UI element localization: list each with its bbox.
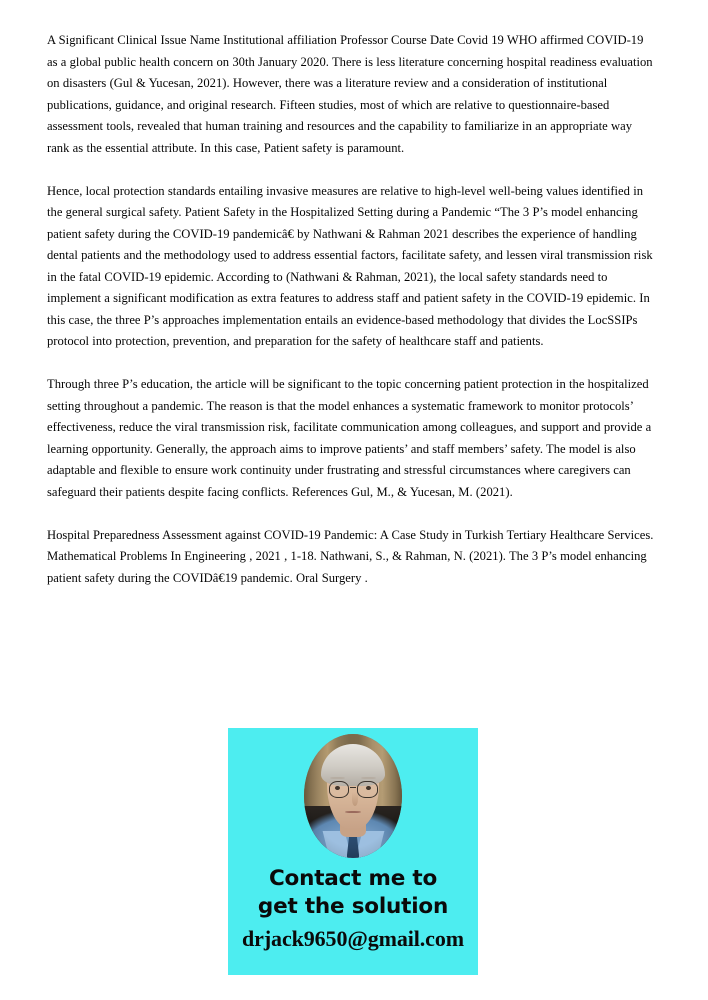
document-body [47,30,657,589]
photo-vignette [304,734,402,858]
promo-headline [228,865,478,921]
contact-promo-card[interactable] [228,728,478,975]
paragraph-references: Hospital Preparedness Assessment against COVID-19 Pandemic: A Case Study in Turkish Tertiary Healthcare Services. Mathematical Problems In Engineering , 2021 , 1-18. Nathwani, S., & Rahman, N. (2021). The 3 P’s model enhancing patient safety during the COVIDâ€19 pandemic. Oral Surgery . [47,527,654,585]
promo-headline-line-1: Contact me to [268,866,438,891]
portrait-photo [304,734,402,858]
promo-email-address[interactable]: drjack9650@gmail.com [242,926,464,951]
portrait-photo-frame [304,734,402,858]
paragraph-significance: Through three P’s education, the article will be significant to the topic concerning patient protection in the hospitalized setting throughout a pandemic. The reason is that the model enhances a systematic framework to monitor protocols’ effectiveness, reduce the viral transmission risk, facilitate communication among colleagues, and support and provide a learning opportunity. Generally, the approach aims to improve patients’ and staff members’ safety. The model is also adaptable and flexible to ensure work continuity under frustrating and stressful circumstances where caregivers can safeguard their patients despite facing conflicts. References Gul, M., & Yucesan, M. (2021). [47,377,652,499]
promo-headline-line-2: get the solution [257,894,449,919]
paragraph-patient-safety: Hence, local protection standards entailing invasive measures are relative to high-level well-being values identified in the general surgical safety. Patient Safety in the Hospitalized Setting during a Pandemic “The 3 P’s model enhancing patient safety during the COVID-19 pandemicâ€ by Nathwani & Rahman 2021 describes the experience of handling dental patients and the methodology used to address essential factors, facilitate safety, and lessen viral transmission risk in the fatal COVID-19 epidemic. According to (Nathwani & Rahman, 2021), the local safety standards need to implement a significant modification as extra features to address staff and patient safety in the COVID-19 epidemic. In this case, the three P’s approaches implementation entails an evidence-based methodology that divides the LocSSIPs protocol into protection, prevention, and preparation for the safety of healthcare staff and patients. [47,183,653,348]
paragraph-intro: A Significant Clinical Issue Name Institutional affiliation Professor Course Date Covid 19 WHO affirmed COVID-19 as a global public health concern on 30th January 2020. There is less literature concerning hospital readiness evaluation on disasters (Gul & Yucesan, 2021). However, there was a literature review and a consideration of institutional publications, guidance, and original research. Fifteen studies, most of which are relative to questionnaire-based assessment tools, revealed that human training and resources and the capability to familiarize in an appropriate way rank as the essential attribute. In this case, Patient safety is paramount. [47,33,653,155]
